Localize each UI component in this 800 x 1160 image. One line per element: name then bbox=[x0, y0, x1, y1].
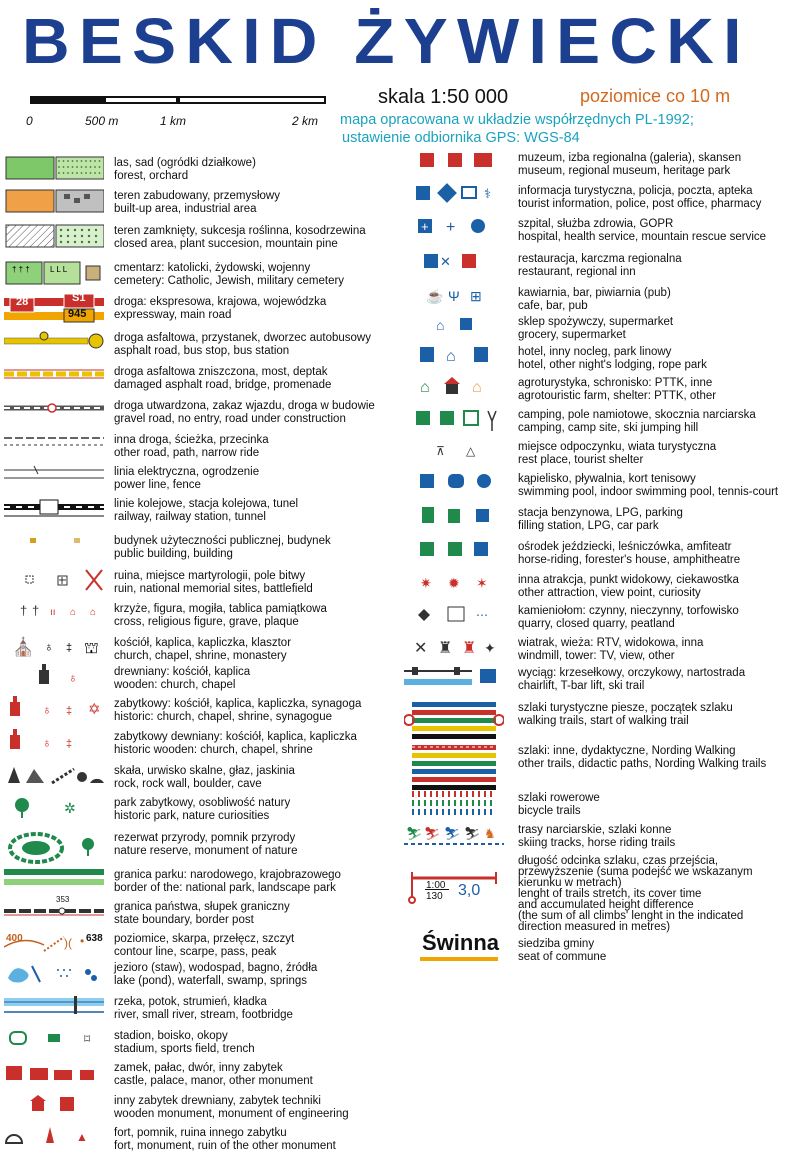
legend-label-pl: inna droga, ścieżka, przecinka bbox=[114, 434, 269, 446]
legend-label-pl: las, sad (ogródki działkowe) bbox=[114, 157, 256, 169]
trail-length-en-2: and accumulated height difference bbox=[518, 899, 694, 911]
svg-text:+: + bbox=[446, 219, 456, 236]
left-item-text bbox=[114, 466, 259, 491]
svg-text:⌂: ⌂ bbox=[70, 607, 77, 618]
legend-label-en: horse-riding, forester's house, amphitheatre bbox=[518, 553, 741, 566]
legend-label-en: cross, religious figure, grave, plaque bbox=[114, 615, 299, 628]
grid-line-1: mapa opracowana w układzie współrzędnych PL-1992; bbox=[340, 112, 694, 128]
legend-label-pl: teren zabudowany, przemysłowy bbox=[114, 190, 280, 202]
left-item-text bbox=[114, 400, 375, 425]
legend-label-pl: sklep spożywczy, supermarket bbox=[518, 316, 674, 328]
trail-length-en-4: direction measured in metres) bbox=[518, 921, 671, 933]
legend-label-pl: rzeka, potok, strumień, kładka bbox=[114, 996, 267, 1008]
legend-label-en: museum, regional museum, heritage park bbox=[518, 164, 731, 177]
legend-label-pl: droga utwardzona, zakaz wjazdu, droga w budowie bbox=[114, 400, 375, 412]
road-number-28: 28 bbox=[16, 296, 29, 308]
scale-bar bbox=[30, 96, 326, 104]
scale-tick-500m: 500 m bbox=[85, 114, 119, 128]
legend-label-pl: drewniany: kościół, kaplica bbox=[114, 666, 251, 678]
trail-lines-icon bbox=[404, 700, 504, 745]
wooden-monument-icon bbox=[4, 1093, 104, 1120]
legend-label-en: other road, path, narrow ride bbox=[114, 446, 260, 459]
right-item-text bbox=[518, 541, 740, 566]
left-item-text bbox=[114, 731, 357, 756]
svg-text:✡: ✡ bbox=[88, 701, 101, 718]
quarry-icon bbox=[404, 603, 504, 628]
legend-label-pl: granica parku: narodowego, krajobrazowego bbox=[114, 869, 341, 881]
svg-text:♁: ♁ bbox=[68, 670, 78, 685]
legend-label-en: historic park, nature curiosities bbox=[114, 809, 270, 822]
legend-label-en: hotel, other night's lodging, rope park bbox=[518, 358, 707, 371]
svg-text:⚕: ⚕ bbox=[484, 186, 492, 201]
legend-label-pl: ruina, miejsce martyrologii, pole bitwy bbox=[114, 570, 306, 582]
left-item-text bbox=[114, 666, 250, 691]
rest-icon bbox=[404, 439, 504, 464]
scale-tick-2km: 2 km bbox=[292, 114, 319, 128]
closed-area-swatch-icon bbox=[4, 223, 104, 254]
scale-tick-0: 0 bbox=[26, 114, 33, 128]
legend-label-pl: miejsce odpoczynku, wiata turystyczna bbox=[518, 441, 717, 453]
legend-label-pl: droga: ekspresowa, krajowa, wojewódzka bbox=[114, 296, 327, 308]
trail-length-icon bbox=[404, 868, 504, 920]
legend-label-en: restaurant, regional inn bbox=[518, 265, 636, 278]
legend-label-en: state boundary, border post bbox=[114, 913, 254, 926]
expressway-line-icon bbox=[4, 294, 104, 329]
legend-label-pl: jezioro (staw), wodospad, bagno, źródła bbox=[114, 962, 318, 974]
legend-label-en: agrotouristic farm, shelter: PTTK, other bbox=[518, 389, 717, 402]
legend-label-en: swimming pool, indoor swimming pool, tennis-court bbox=[518, 485, 779, 498]
coordinate-system-note bbox=[340, 111, 694, 147]
legend-label-pl: kąpielisko, pływalnia, kort tenisowy bbox=[518, 473, 696, 485]
legend-label-pl: skała, urwisko skalne, głaz, jaskinia bbox=[114, 765, 295, 777]
legend-label-en: cafe, bar, pub bbox=[518, 299, 588, 312]
svg-text:‡: ‡ bbox=[66, 642, 73, 654]
right-item-text bbox=[518, 218, 766, 243]
legend-label-pl: camping, pole namiotowe, skocznia narciarska bbox=[518, 409, 756, 421]
trail-distance: 3,0 bbox=[458, 882, 481, 899]
rock-icon bbox=[4, 763, 104, 790]
left-item-text bbox=[114, 603, 327, 628]
left-item-text bbox=[114, 1062, 313, 1087]
contour-label-400: 400 bbox=[6, 933, 23, 944]
border-post-353: 353 bbox=[56, 895, 70, 904]
right-item-text bbox=[518, 824, 675, 849]
left-item-text bbox=[114, 570, 313, 595]
legend-label-en: filling station, LPG, car park bbox=[518, 519, 659, 532]
historic-church-icon bbox=[4, 696, 104, 727]
stadium-icon bbox=[4, 1028, 104, 1053]
left-item-text bbox=[114, 1095, 349, 1120]
svg-text:)(: )( bbox=[64, 936, 72, 950]
legend-label-en: rock, rock wall, boulder, cave bbox=[114, 777, 262, 790]
svg-text:♜: ♜ bbox=[462, 640, 477, 657]
svg-text:⌂: ⌂ bbox=[436, 317, 445, 333]
svg-text:✹: ✹ bbox=[448, 575, 460, 591]
right-item-text bbox=[518, 346, 707, 371]
trail-length-en-1: lenght of trails stretch, its cover time bbox=[518, 888, 702, 900]
left-item-text bbox=[114, 225, 366, 250]
legend-label-en: river, small river, stream, footbridge bbox=[114, 1008, 293, 1021]
park-icon bbox=[4, 795, 104, 826]
scale-label: skala 1:50 000 bbox=[378, 86, 509, 108]
restaurant-icon bbox=[404, 251, 504, 276]
scale-tick-1km: 1 km bbox=[160, 114, 187, 128]
legend-label-en: rest place, tourist shelter bbox=[518, 453, 644, 466]
left-item-text bbox=[114, 869, 341, 894]
svg-text:⋯: ⋯ bbox=[476, 608, 488, 622]
legend-label-en: railway, railway station, tunnel bbox=[114, 510, 266, 523]
legend-label-en: skiing tracks, horse riding trails bbox=[518, 836, 676, 849]
legend-label-pl: stacja benzynowa, LPG, parking bbox=[518, 507, 683, 519]
svg-text:✕: ✕ bbox=[414, 640, 428, 657]
legend-label-pl: droga asfaltowa, przystanek, dworzec autobusowy bbox=[114, 332, 371, 344]
builtup-swatch-icon bbox=[4, 188, 104, 219]
grid-line-2: ustawienie odbiornika GPS: WGS-84 bbox=[342, 130, 580, 146]
svg-text:⛷: ⛷ bbox=[464, 826, 481, 841]
right-item-text bbox=[518, 702, 733, 727]
legend-label-pl: droga asfaltowa zniszczona, most, deptak bbox=[114, 366, 328, 378]
lake-icon bbox=[4, 960, 104, 991]
legend-label-en: tourist information, police, post office, pharmacy bbox=[518, 197, 762, 210]
building-icon bbox=[4, 533, 104, 554]
right-item-text bbox=[518, 507, 683, 532]
legend-label-pl: teren zamknięty, sukcesja roślinna, kosodrzewina bbox=[114, 225, 366, 237]
right-item-text bbox=[518, 185, 761, 210]
legend-label-pl: krzyże, figura, mogiła, tablica pamiątkowa bbox=[114, 603, 327, 615]
right-item-text bbox=[518, 441, 716, 466]
legend-label-en: public building, building bbox=[114, 547, 233, 560]
legend-label-en: ruin, national memorial sites, battlefield bbox=[114, 582, 313, 595]
legend-label-pl: zamek, pałac, dwór, inny zabytek bbox=[114, 1062, 283, 1074]
left-item-text bbox=[114, 797, 290, 822]
svg-text:☕: ☕ bbox=[426, 288, 444, 304]
legend-label-pl: szlaki: inne, dydaktyczne, Nording Walking bbox=[518, 745, 736, 757]
legend-label-en: built-up area, industrial area bbox=[114, 202, 257, 215]
legend-label-en: fort, monument, ruin of the other monument bbox=[114, 1139, 336, 1152]
cemetery-swatch-icon bbox=[4, 260, 104, 291]
svg-text:✕: ✕ bbox=[440, 254, 451, 269]
legend-label-pl: kawiarnia, bar, piwiarnia (pub) bbox=[518, 287, 671, 299]
svg-text:✷: ✷ bbox=[420, 575, 432, 591]
left-item-text bbox=[114, 535, 331, 560]
trail-length-pl-3: kierunku w metrach) bbox=[518, 877, 622, 889]
legend-label-pl: zabytkowy: kościół, kaplica, kapliczka, synagoga bbox=[114, 698, 362, 710]
svg-text:⊼: ⊼ bbox=[436, 444, 445, 458]
svg-text:•: • bbox=[80, 934, 85, 948]
left-item-text bbox=[114, 962, 317, 987]
left-item-text bbox=[114, 296, 326, 321]
left-item-text bbox=[114, 765, 295, 790]
svg-text:⛫: ⛫ bbox=[84, 640, 99, 657]
legend-label-en: castle, palace, manor, other monument bbox=[114, 1074, 313, 1087]
other-trail-lines-icon bbox=[404, 743, 504, 796]
cross-icon bbox=[4, 601, 104, 626]
svg-text:ıı: ıı bbox=[50, 607, 56, 618]
hotel-icon bbox=[404, 344, 504, 369]
right-item-text bbox=[518, 253, 682, 278]
swimming-icon bbox=[404, 471, 504, 496]
trail-length-pl-2: przewyższenie (suma podejść we wskazanym bbox=[518, 866, 753, 878]
museum-icon bbox=[404, 150, 504, 175]
legend-label-en: chairlift, T-bar lift, ski trail bbox=[518, 679, 645, 692]
path-line-icon bbox=[4, 432, 104, 457]
svg-text:⛷: ⛷ bbox=[444, 826, 461, 841]
legend-label-en: gravel road, no entry, road under construction bbox=[114, 412, 346, 425]
legend-label-pl: szlaki turystyczne piesze, początek szlaku bbox=[518, 702, 733, 714]
legend-label-pl: wyciąg: krzesełkowy, orczykowy, nartostrada bbox=[518, 667, 746, 679]
legend-label-pl: hotel, inny nocleg, park linowy bbox=[518, 346, 672, 358]
svg-text:L L L: L L L bbox=[50, 265, 68, 274]
legend-label-pl: budynek użyteczności publicznej, budynek bbox=[114, 535, 331, 547]
svg-text:⌂: ⌂ bbox=[90, 607, 97, 618]
legend-label-pl: wiatrak, wieża: RTV, widokowa, inna bbox=[518, 637, 704, 649]
legend-label-en: cemetery: Catholic, Jewish, military cemetery bbox=[114, 274, 345, 287]
legend-label-pl: kamieniołom: czynny, nieczynny, torfowisko bbox=[518, 605, 739, 617]
svg-text:♁: ♁ bbox=[44, 639, 54, 654]
svg-text:⌂: ⌂ bbox=[446, 348, 456, 364]
attraction-icon bbox=[404, 572, 504, 597]
forest-swatch-icon bbox=[4, 155, 104, 186]
svg-text:+: + bbox=[421, 219, 429, 234]
legend-label-en: grocery, supermarket bbox=[518, 328, 626, 341]
legend-label-en: wooden: church, chapel bbox=[114, 678, 236, 691]
park-border-line-icon bbox=[4, 867, 104, 892]
legend-label-en: hospital, health service, mountain rescue service bbox=[518, 230, 767, 243]
left-item-text bbox=[114, 434, 269, 459]
fort-icon bbox=[4, 1125, 104, 1150]
svg-text:⌂: ⌂ bbox=[472, 379, 482, 395]
legend-label-pl: linia elektryczna, ogrodzenie bbox=[114, 466, 260, 478]
legend-label-en: other attraction, view point, curiosity bbox=[518, 586, 701, 599]
historic-wooden-church-icon bbox=[4, 729, 104, 760]
left-item-text bbox=[114, 698, 361, 723]
reserve-icon bbox=[4, 830, 104, 871]
commune-pl: siedziba gminy bbox=[518, 938, 595, 950]
church-icon bbox=[4, 635, 104, 664]
left-item-text bbox=[114, 190, 280, 215]
legend-label-pl: granica państwa, słupek graniczny bbox=[114, 901, 290, 913]
svg-text:♁: ♁ bbox=[42, 702, 52, 717]
svg-text:‡: ‡ bbox=[66, 738, 73, 750]
shop-icon bbox=[404, 314, 504, 339]
legend-label-pl: informacja turystyczna, policja, poczta, apteka bbox=[518, 185, 753, 197]
legend-label-pl: inny zabytek drewniany, zabytek techniki bbox=[114, 1095, 321, 1107]
legend-label-en: contour line, scarpe, pass, peak bbox=[114, 945, 277, 958]
legend-label-pl: rezerwat przyrody, pomnik przyrody bbox=[114, 832, 296, 844]
legend-label-en: expressway, main road bbox=[114, 308, 232, 321]
commune-en: seat of commune bbox=[518, 950, 607, 963]
svg-text:✶: ✶ bbox=[476, 575, 488, 591]
legend-label-pl: kościół, kaplica, kapliczka, klasztor bbox=[114, 637, 292, 649]
windmill-icon bbox=[404, 635, 504, 664]
svg-text:▲: ▲ bbox=[76, 1130, 88, 1144]
legend-label-pl: inna atrakcja, punkt widokowy, ciekawostka bbox=[518, 574, 739, 586]
left-item-text bbox=[114, 996, 293, 1021]
left-item-text bbox=[114, 1127, 336, 1152]
asphalt-road-line-icon bbox=[4, 330, 104, 361]
right-item-text bbox=[518, 473, 778, 498]
bike-trail-lines-icon bbox=[404, 790, 504, 823]
svg-text:⌂: ⌂ bbox=[420, 379, 430, 395]
svg-text:△: △ bbox=[466, 444, 476, 458]
river-line-icon bbox=[4, 994, 104, 1021]
right-item-text bbox=[518, 637, 703, 662]
right-item-text bbox=[518, 605, 739, 630]
legend-label-en: walking trails, start of walking trail bbox=[518, 714, 689, 727]
legend-label-en: closed area, plant succesion, mountain pine bbox=[114, 237, 338, 250]
legend-label-pl: szlaki rowerowe bbox=[518, 792, 600, 804]
svg-text:♜: ♜ bbox=[438, 640, 453, 657]
right-item-text bbox=[518, 792, 600, 817]
camping-icon bbox=[404, 407, 504, 438]
legend-label-en: asphalt road, bus stop, bus station bbox=[114, 344, 290, 357]
trail-length-pl-1: długość odcinka szlaku, czas przejścia, bbox=[518, 855, 719, 867]
legend-label-en: camping, camp site, ski jumping hill bbox=[518, 421, 699, 434]
trail-climb: 130 bbox=[426, 891, 443, 902]
legend-label-pl: zabytkowy dewniany: kościół, kaplica, kapliczka bbox=[114, 731, 357, 743]
railway-line-icon bbox=[4, 496, 104, 525]
left-item-text bbox=[114, 1030, 255, 1055]
svg-text:♁: ♁ bbox=[42, 735, 52, 750]
right-item-text bbox=[518, 377, 716, 402]
left-item-text bbox=[114, 366, 331, 391]
cafe-icon bbox=[404, 285, 504, 310]
right-item-text bbox=[518, 287, 671, 312]
left-item-text bbox=[114, 832, 297, 857]
legend-label-pl: cmentarz: katolicki, żydowski, wojenny bbox=[114, 262, 311, 274]
left-item-text bbox=[114, 901, 290, 926]
legend-label-en: forest, orchard bbox=[114, 169, 189, 182]
legend-label-pl: szpital, służba zdrowia, GOPR bbox=[518, 218, 674, 230]
ruin-icon bbox=[4, 568, 104, 599]
svg-text:‡: ‡ bbox=[66, 705, 73, 717]
left-item-text bbox=[114, 262, 344, 287]
legend-label-pl: ośrodek jeździecki, leśniczówka, amfiteatr bbox=[518, 541, 732, 553]
legend-label-pl: muzeum, izba regionalna (galeria), skansen bbox=[518, 152, 742, 164]
hospital-icon bbox=[404, 216, 504, 241]
wooden-church-icon bbox=[4, 664, 104, 695]
right-item-text bbox=[518, 316, 673, 341]
ski-icon bbox=[404, 822, 504, 853]
contour-icon bbox=[4, 931, 104, 960]
left-item-text bbox=[114, 637, 291, 662]
svg-text:†: † bbox=[20, 603, 28, 618]
legend-label-en: windmill, tower: TV, view, other bbox=[518, 649, 675, 662]
legend-label-pl: agroturystyka, schronisko: PTTK, inne bbox=[518, 377, 713, 389]
legend-label-en: church, chapel, shrine, monastery bbox=[114, 649, 287, 662]
contour-interval-label: poziomice co 10 m bbox=[580, 86, 731, 106]
horse-icon bbox=[404, 539, 504, 564]
legend-label-en: quarry, closed quarry, peatland bbox=[518, 617, 675, 630]
trail-length-en-3: (the sum of all climbs' lenght in the indicated bbox=[518, 910, 744, 922]
commune-sample: Świnna bbox=[422, 930, 500, 955]
powerline-line-icon bbox=[4, 464, 104, 489]
damaged-road-line-icon bbox=[4, 364, 104, 389]
legend-label-pl: linie kolejowe, stacja kolejowa, tunel bbox=[114, 498, 299, 510]
svg-text:⌑: ⌑ bbox=[84, 1032, 91, 1046]
svg-text:†: † bbox=[32, 603, 40, 618]
left-item-text bbox=[114, 498, 298, 523]
left-item-text bbox=[114, 933, 294, 958]
legend-label-pl: poziomice, skarpa, przełęcz, szczyt bbox=[114, 933, 295, 945]
legend-label-pl: fort, pomnik, ruina innego zabytku bbox=[114, 1127, 287, 1139]
legend-label-pl: park zabytkowy, osobliwość natury bbox=[114, 797, 291, 809]
legend-label-en: other trails, didactic paths, Nording Walking trails bbox=[518, 757, 767, 770]
shelter-icon bbox=[404, 375, 504, 400]
legend-label-en: wooden monument, monument of engineering bbox=[114, 1107, 349, 1120]
legend-label-en: historic wooden: church, chapel, shrine bbox=[114, 743, 313, 756]
right-item-text bbox=[518, 152, 741, 177]
legend-label-pl: trasy narciarskie, szlaki konne bbox=[518, 824, 672, 836]
commune-item-text bbox=[518, 938, 606, 963]
state-border-line-icon bbox=[4, 895, 104, 924]
legend-label-en: bicycle trails bbox=[518, 804, 581, 817]
legend-label-en: damaged asphalt road, bridge, promenade bbox=[114, 378, 332, 391]
legend-label-pl: stadion, boisko, okopy bbox=[114, 1030, 228, 1042]
right-item-text bbox=[518, 574, 739, 599]
legend-label-en: stadium, sports field, trench bbox=[114, 1042, 255, 1055]
commune-underline bbox=[420, 957, 498, 961]
svg-text:♞: ♞ bbox=[484, 826, 496, 841]
svg-text:Ψ: Ψ bbox=[448, 288, 460, 304]
legend-label-en: nature reserve, monument of nature bbox=[114, 844, 298, 857]
svg-text:† † †: † † † bbox=[12, 265, 30, 274]
peak-label-638: 638 bbox=[86, 933, 103, 944]
left-item-text bbox=[114, 157, 256, 182]
fuel-icon bbox=[404, 505, 504, 530]
legend-label-pl: restauracja, karczma regionalna bbox=[518, 253, 682, 265]
road-number-s1: S1 bbox=[72, 292, 86, 304]
svg-text:✦: ✦ bbox=[484, 640, 496, 656]
svg-text:⛪: ⛪ bbox=[12, 637, 35, 657]
castle-icon bbox=[4, 1060, 104, 1087]
svg-text:⛷: ⛷ bbox=[406, 826, 423, 841]
right-item-text bbox=[518, 667, 745, 692]
svg-text:⊞: ⊞ bbox=[470, 288, 482, 304]
gravel-road-line-icon bbox=[4, 398, 104, 423]
svg-text:✲: ✲ bbox=[64, 800, 76, 816]
right-item-text bbox=[518, 745, 766, 770]
svg-text:⛷: ⛷ bbox=[424, 826, 441, 841]
road-number-945: 945 bbox=[68, 308, 87, 320]
legend-label-en: lake (pond), waterfall, swamp, springs bbox=[114, 974, 308, 987]
right-item-text bbox=[518, 409, 756, 434]
info-icon bbox=[404, 183, 504, 208]
legend-label-en: historic: church, chapel, shrine, synagogue bbox=[114, 710, 332, 723]
trail-time: 1:00 bbox=[426, 880, 446, 891]
legend-label-en: border of the: national park, landscape park bbox=[114, 881, 336, 894]
lift-icon bbox=[404, 665, 504, 692]
left-item-text bbox=[114, 332, 371, 357]
legend-label-en: power line, fence bbox=[114, 478, 201, 491]
map-title: BESKID ŻYWIECKI bbox=[22, 5, 751, 77]
